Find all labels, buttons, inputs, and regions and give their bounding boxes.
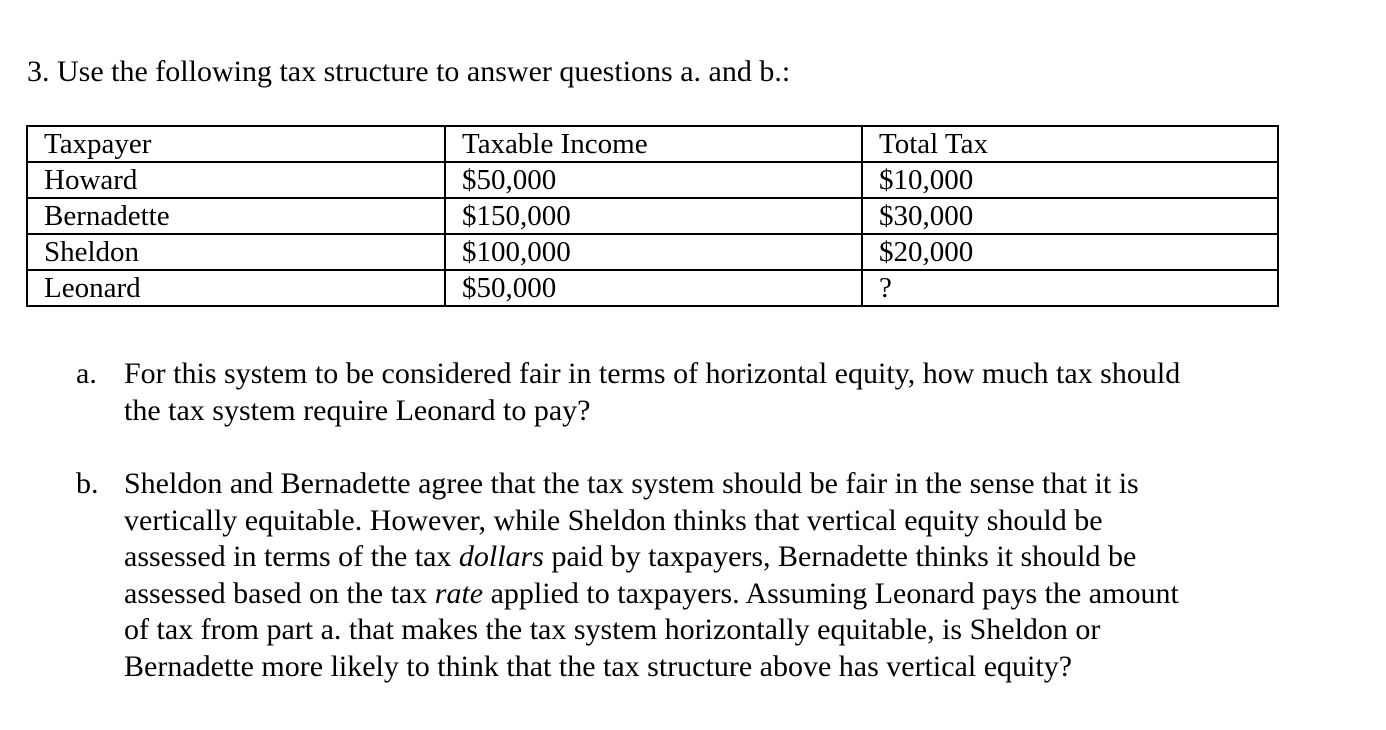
cell-total-tax: $30,000 bbox=[862, 198, 1278, 234]
part-b-text bbox=[124, 466, 1304, 685]
part-b-text-segment: assessed in terms of the tax bbox=[124, 540, 459, 573]
part-b-text-segment: paid by taxpayers, Bernadette thinks it should be bbox=[543, 540, 1137, 573]
part-a-line: the tax system require Leonard to pay? bbox=[124, 393, 591, 427]
tax-structure-table bbox=[26, 125, 1279, 307]
part-b-line bbox=[124, 539, 1304, 576]
part-b-letter: b. bbox=[76, 467, 99, 500]
cell-total-tax: ? bbox=[862, 270, 1278, 306]
part-b-text-segment: assessed based on the tax bbox=[124, 576, 435, 610]
table-row bbox=[27, 270, 1278, 306]
part-a-letter: a. bbox=[76, 357, 97, 390]
part-b-text-segment: applied to taxpayers. Assuming Leonard pays the amount bbox=[483, 576, 1179, 610]
cell-taxpayer: Leonard bbox=[27, 270, 445, 306]
part-b-line: Bernadette more likely to think that the tax structure above has vertical equity? bbox=[124, 649, 1073, 683]
cell-taxable-income: $50,000 bbox=[445, 162, 862, 198]
header-taxable-income: Taxable Income bbox=[445, 126, 862, 162]
cell-taxpayer: Howard bbox=[27, 162, 445, 198]
part-a-text bbox=[124, 356, 1304, 429]
table-row bbox=[27, 234, 1278, 270]
cell-taxable-income: $100,000 bbox=[445, 234, 862, 270]
header-taxpayer: Taxpayer bbox=[27, 126, 445, 162]
question-title: 3. Use the following tax structure to answer questions a. and b.: bbox=[27, 55, 791, 88]
table-header-row bbox=[27, 126, 1278, 162]
part-a-line: For this system to be considered fair in terms of horizontal equity, how much tax should bbox=[124, 357, 1181, 390]
part-b-line: of tax from part a. that makes the tax system horizontally equitable, is Sheldon or bbox=[124, 613, 1101, 646]
emphasis-rate: rate bbox=[434, 576, 484, 610]
part-b-line: vertically equitable. However, while Sheldon thinks that vertical equity should be bbox=[124, 503, 1103, 537]
emphasis-dollars: dollars bbox=[458, 540, 544, 573]
table-row bbox=[27, 162, 1278, 198]
part-b-line: Sheldon and Bernadette agree that the tax system should be fair in the sense that it is bbox=[124, 467, 1139, 500]
cell-taxpayer: Sheldon bbox=[27, 234, 445, 270]
header-total-tax: Total Tax bbox=[862, 126, 1278, 162]
cell-total-tax: $10,000 bbox=[862, 162, 1278, 198]
part-b-line bbox=[124, 576, 1304, 613]
cell-taxable-income: $50,000 bbox=[445, 270, 862, 306]
table-row bbox=[27, 198, 1278, 234]
cell-taxpayer: Bernadette bbox=[27, 198, 445, 234]
cell-taxable-income: $150,000 bbox=[445, 198, 862, 234]
cell-total-tax: $20,000 bbox=[862, 234, 1278, 270]
